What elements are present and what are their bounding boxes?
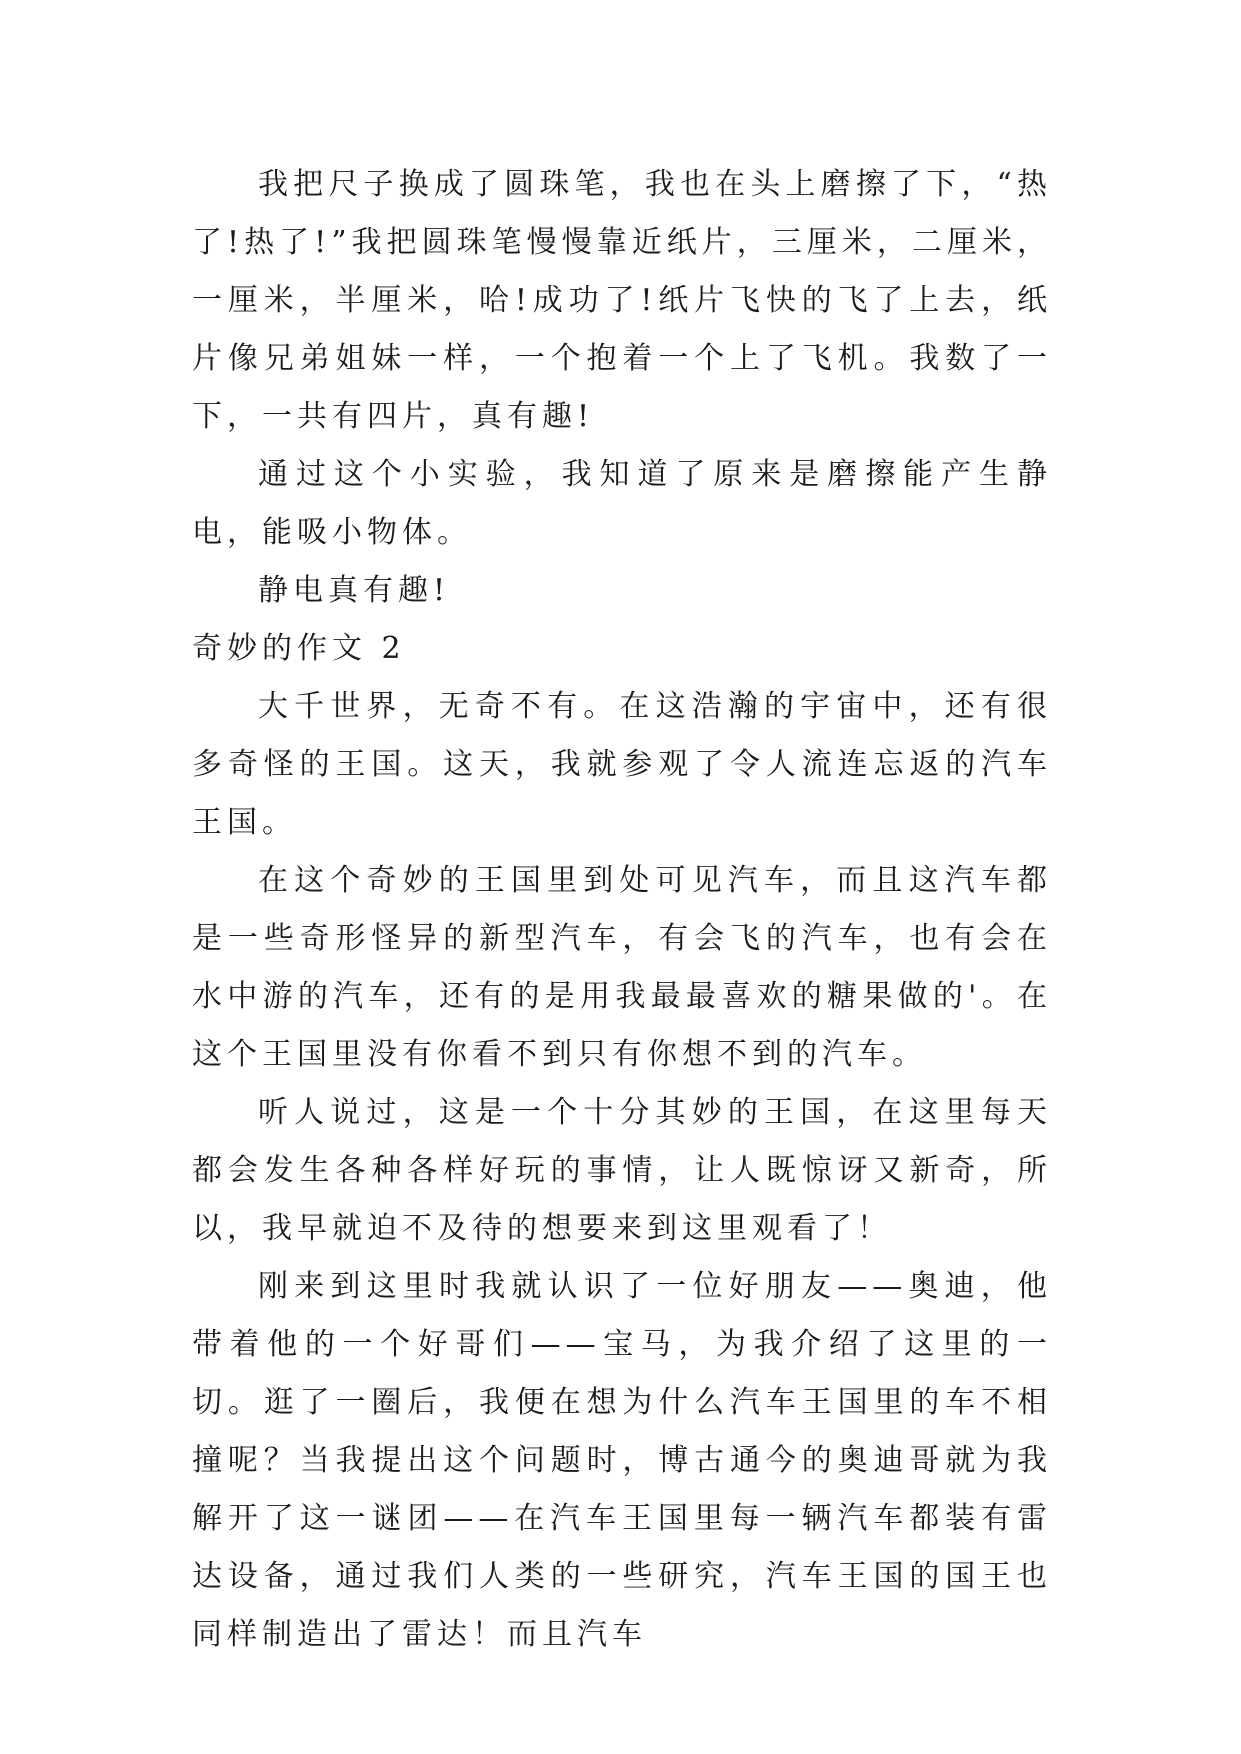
paragraph-car-kingdom-cars: 在这个奇妙的王国里到处可见汽车，而且这汽车都是一些奇形怪异的新型汽车，有会飞的汽车，也有会在水中游的汽车，还有的是用我最最喜欢的糖果做的'。在这个王国里没有你看不到只有你想不到的汽车。: [192, 863, 1052, 1072]
paragraph-experiment-conclusion: 通过这个小实验，我知道了原来是磨擦能产生静电，能吸小物体。: [192, 457, 1052, 550]
paragraph-car-kingdom-rumor: 听人说过，这是一个十分其妙的王国，在这里每天都会发生各种各样好玩的事情，让人既惊讶又新奇，所以，我早就迫不及待的想要来到这里观看了！: [192, 1095, 1052, 1246]
section-title: 奇妙的作文 2: [192, 631, 406, 666]
paragraph-magic-pen: 我把尺子换成了圆珠笔，我也在头上磨擦了下，“热了!热了!”我把圆珠笔慢慢靠近纸片，三厘米，二厘米，一厘米，半厘米，哈!成功了!纸片飞快的飞了上去，纸片像兄弟姐妹一样，一个抱着一个上了飞机。我数了一下，一共有四片，真有趣!: [192, 167, 1052, 434]
document-body: [192, 156, 1052, 1664]
paragraph-static-fun: 静电真有趣!: [258, 573, 451, 608]
paragraph-car-kingdom-friends: 刚来到这里时我就认识了一位好朋友——奥迪，他带着他的一个好哥们——宝马，为我介绍了这里的一切。逛了一圈后，我便在想为什么汽车王国里的车不相撞呢？当我提出这个问题时，博古通今的奥迪哥就为我解开了这一谜团——在汽车王国里每一辆汽车都装有雷达设备，通过我们人类的一些研究，汽车王国的国王也同样制造出了雷达！而且汽车: [192, 1269, 1052, 1652]
paragraph-car-kingdom-intro: 大千世界，无奇不有。在这浩瀚的宇宙中，还有很多奇怪的王国。这天，我就参观了令人流连忘返的汽车王国。: [192, 689, 1052, 840]
